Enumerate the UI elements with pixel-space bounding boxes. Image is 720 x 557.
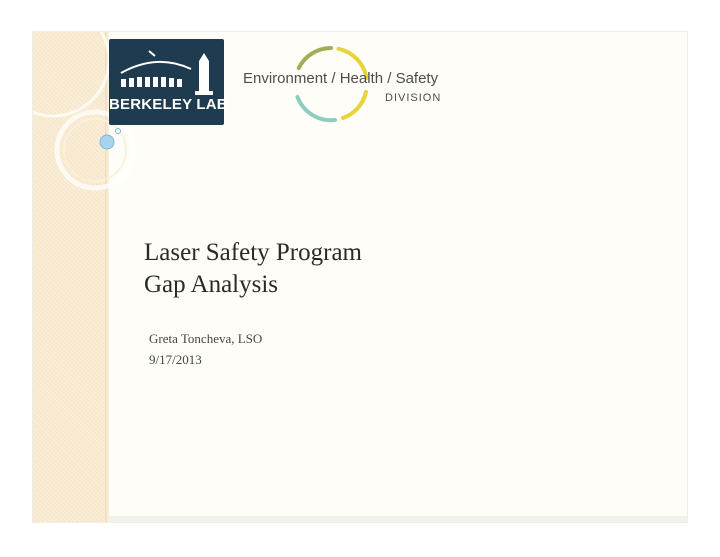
ehs-division-title: Environment / Health / Safety xyxy=(243,70,439,87)
ehs-division-label: DIVISION xyxy=(385,92,442,104)
slide-subtitle xyxy=(149,328,262,370)
slide-title xyxy=(144,237,362,301)
lab-logo-text: BERKELEY LAB xyxy=(109,96,228,113)
slide-title-line: Gap Analysis xyxy=(144,271,279,298)
presentation-date: 9/17/2013 xyxy=(149,352,202,367)
bottom-strip xyxy=(109,516,688,522)
berkeley-lab-logo xyxy=(109,39,228,125)
slide xyxy=(32,31,688,523)
presenter-name: Greta Toncheva, LSO xyxy=(149,331,263,346)
slide-title-line: Laser Safety Program xyxy=(144,239,362,266)
